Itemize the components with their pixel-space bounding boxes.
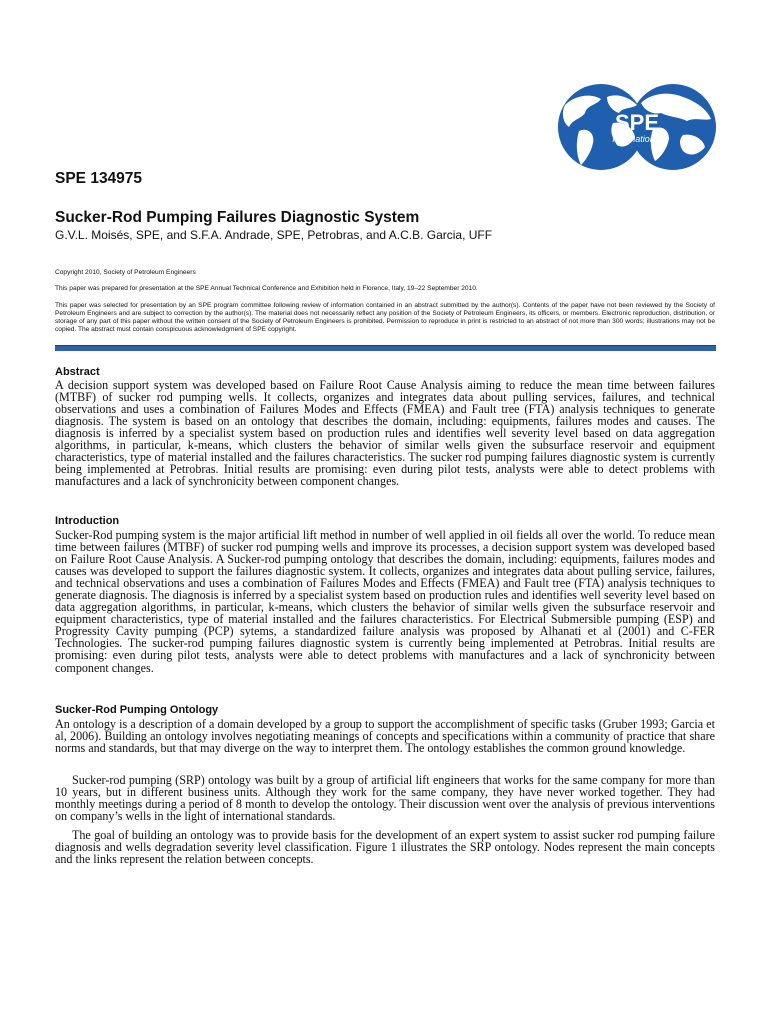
selection-note: This paper was selected for presentation by an SPE program committee following review of information contained in an abstract submitted by the author(s). Contents of the paper have not been reviewed by the Society of Petroleum Engineers and are subject to correction by the author(s). The material does not necessarily reflect any position of the Society of Petroleum Engineers, its officers, or members. Electronic reproduction, distribution, or storage of any part of this paper without the written consent of the Society of Petroleum Engineers is prohibited. Permission to reproduce in print is restricted to an abstract of not more than 300 words; illustrations may not be copied. The abstract must contain conspicuous acknowledgment of SPE copyright. [55,302,715,334]
paper-id: SPE 134975 [55,170,143,187]
ontology-heading: Sucker-Rod Pumping Ontology [55,704,219,716]
abstract-paragraph: A decision support system was developed based on Failure Root Cause Analysis aiming to reduce the mean time between failures (MTBF) of sucker rod pumping wells. It collects, organizes and integrates data about pulling services, failures, and technical observations and uses a combination of Failures Modes and Effects (FMEA) and Fault tree (FTA) analysis techniques to generate diagnosis. The system is based on an ontology that describes the domain, including: equipments, failures modes and causes. The diagnosis is inferred by a specialist system based on production rules and identifies well severity level based on data aggregation algorithms, in particular, k-means, which clusters the behavior of similar wells given the subsurface reservoir and equipment characteristics, type of material installed and the failures characteristics. The sucker rod pumping failures diagnostic system is currently being implemented at Petrobras. Initial results are promising: even during pilot tests, analysts were able to detect problems with manufactures and a lack of synchronicity between component changes. [55,378,715,489]
paper-title: Sucker-Rod Pumping Failures Diagnostic System [55,209,420,226]
ontology-paragraph-2: Sucker-rod pumping (SRP) ontology was built by a group of artificial lift engineers that works for the same company for more than 10 years, but in different business units. Although they work for the same company, they have never worked together. They had monthly meetings during a period of 8 month to develop the ontology. Their discussion went over the analysis of previous interventions on company’s wells in the light of international standards. [55,773,715,824]
introduction-paragraph: Sucker-Rod pumping system is the major artificial lift method in number of well applied in oil fields all over the world. To reduce mean time between failures (MTBF) of sucker rod pumping wells and improve its processes, a decision support system was developed based on Failure Root Cause Analysis. A Sucker-rod pumping ontology that describes the domain, including: equipments, failures modes and causes was developed to support the failures diagnostic system. It collects, organizes and integrates data about pulling service, failures, and technical observations and uses a combination of Failures Modes and Effects (FMEA) and Fault tree (FTA) analysis techniques to generate diagnosis. The diagnosis is inferred by a specialist system based on production rules and identifies well severity level based on data aggregation algorithms, in particular, k-means, which clusters the behavior of similar wells given the subsurface reservoir and equipment characteristics, type of material installed and the failures characteristics. For Electrical Submersible pumping (ESP) and Progressity Cavity pumping (PCP) sytems, a standardized failure analysis was proposed by Alhanati et al (2001) and C-FER Technologies. The sucker-rod pumping failures diagnostic system is currently being implemented at Petrobras. Initial results are promising: even during pilot tests, analysts were able to detect problems with manufactures and a lack of synchronicity between component changes. [55,528,715,675]
ontology-paragraph-3: The goal of building an ontology was to provide basis for the development of an expert system to assist sucker rod pumping failure diagnosis and wells degradation severity level classification. Figure 1 illustrates the SRP ontology. Nodes represent the main concepts and the links represent the relation between concepts. [55,828,715,867]
logo-international-text: International [612,134,662,144]
copyright-notice: Copyright 2010, Society of Petroleum Engineers [55,269,196,276]
presentation-note: This paper was prepared for presentation at the SPE Annual Technical Conference and Exhibition held in Florence, Italy, 19–22 September 2010. [55,285,478,292]
authors-line: G.V.L. Moisés, SPE, and S.F.A. Andrade, SPE, Petrobras, and A.C.B. Garcia, UFF [55,228,493,242]
introduction-heading: Introduction [55,515,120,527]
logo-spe-text: SPE [614,110,660,135]
ontology-paragraph-1: An ontology is a description of a domain developed by a group to support the accomplishment of specific tasks (Gruber 1993; Garcia et al, 2006). Building an ontology involves negotiating meanings of concepts and specifications within a community of practice that share norms and standards, but that may diverge on the way to interpret them. The ontology establishes the common ground knowledge. [55,717,715,756]
spe-international-logo [557,83,717,171]
abstract-heading: Abstract [55,366,100,378]
header-divider [55,346,716,351]
